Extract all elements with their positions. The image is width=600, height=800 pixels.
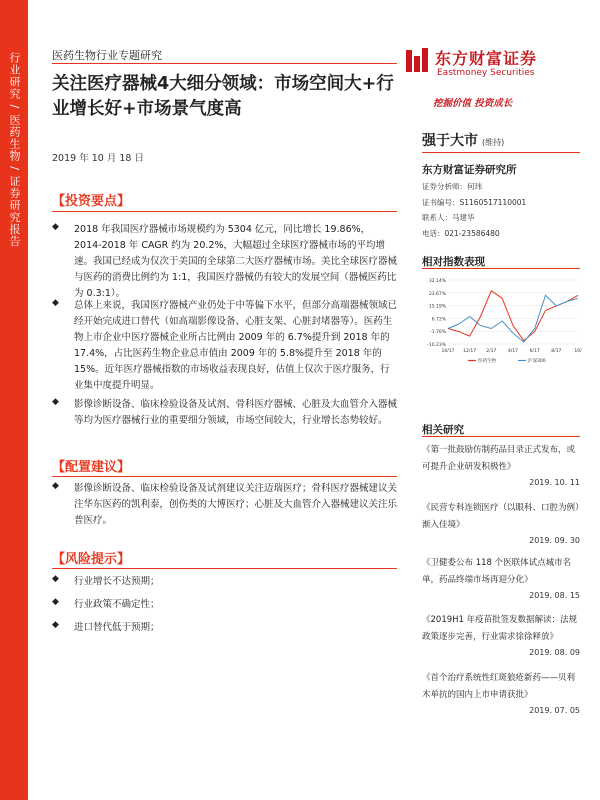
related-item[interactable] bbox=[422, 612, 580, 657]
related-item-date: 2019. 08. 09 bbox=[529, 648, 580, 657]
related-item-title[interactable]: 《民营专科连锁医疗（以眼科、口腔为例）渐入佳境》 bbox=[422, 503, 580, 530]
contact-name: 联系人：马建华 bbox=[422, 213, 475, 222]
related-item-date: 2019. 08. 15 bbox=[529, 591, 580, 600]
brand-name-en: Eastmoney Securities bbox=[437, 68, 535, 78]
related-item-title[interactable]: 《首个治疗系统性红斑狼疮新药——贝利木单抗的国内上市申请获批》 bbox=[422, 673, 576, 700]
related-item-title[interactable]: 《卫健委公布 118 个医联体试点城市名单，药品终端市场再迎分化》 bbox=[422, 558, 572, 585]
x-tick-label: 4/17 bbox=[507, 349, 519, 354]
y-tick-label: -10.23% bbox=[427, 343, 446, 348]
key-points-heading: 【投资要点】 bbox=[52, 194, 131, 209]
risk-item bbox=[52, 620, 397, 636]
chart-divider bbox=[422, 268, 580, 269]
bullet-diamond-icon: ◆ bbox=[52, 597, 59, 607]
related-item[interactable] bbox=[422, 442, 580, 487]
bullet-diamond-icon: ◆ bbox=[52, 620, 59, 630]
y-tick-label: 6.72% bbox=[431, 317, 446, 323]
rating-divider bbox=[422, 152, 580, 153]
related-item-date: 2019. 09. 30 bbox=[529, 536, 580, 545]
x-tick-label: 10/ bbox=[574, 349, 582, 354]
report-title: 关注医疗器械4大细分领域：市场空间大+行业增长好+市场景气度高 bbox=[52, 74, 394, 119]
report-date: 2019 年 10 月 18 日 bbox=[52, 153, 144, 164]
x-tick-label: 2/17 bbox=[486, 349, 497, 354]
rating-label: 强于大市 bbox=[422, 133, 478, 149]
bullet-diamond-icon: ◆ bbox=[52, 222, 59, 232]
key-point-text: 2018 年我国医疗器械市场规模约为 5304 亿元，同比增长 19.86%，2014-2018 年 CAGR 约为 20.2%，大幅超过全球医疗器械市场的平均增速。我国已经成为仅次于美国的全球第二大医疗器械市场。美比全球医疗器械与医药的消费比例约为 1:1，我国医疗器械仍有较大的发展空间（器械医药比为 0.3:1）。 bbox=[74, 224, 398, 299]
y-tick-label: 23.67% bbox=[428, 291, 446, 297]
x-tick-label: 12/17 bbox=[463, 349, 477, 354]
config-text: 影像诊断设备、临床检验设备及试剂建议关注迈瑞医疗；骨科医疗器械建议关注华东医药的凯利泰，创伤类的大博医疗；心脏及大血管介入器械建议关注乐普医疗。 bbox=[74, 483, 398, 526]
risk-item bbox=[52, 597, 397, 613]
y-tick-label: 32.14% bbox=[428, 279, 446, 284]
cert-number: 证书编号：S1160517110001 bbox=[422, 198, 527, 207]
key-points-divider bbox=[52, 211, 397, 212]
sidebar bbox=[0, 0, 28, 800]
key-point-item bbox=[52, 397, 397, 429]
related-item[interactable] bbox=[422, 500, 580, 545]
key-point-text: 影像诊断设备、临床检验设备及试剂、骨科医疗器械、心脏及大血管介入器械等均为医疗器械行业的重要细分领域，市场空间较大，行业增长态势较好。 bbox=[74, 399, 398, 426]
bullet-diamond-icon: ◆ bbox=[52, 397, 59, 407]
sidebar-text: 行业研究 / 医药生物 / 证券研究报告 bbox=[8, 52, 21, 248]
risk-text: 行业政策不确定性； bbox=[74, 599, 160, 610]
phone-number: 电话：021-23586480 bbox=[422, 229, 500, 238]
header-divider bbox=[52, 63, 397, 64]
key-point-item bbox=[52, 222, 397, 302]
related-item[interactable] bbox=[422, 555, 580, 600]
risk-heading: 【风险提示】 bbox=[52, 552, 131, 567]
brand-slogan: 挖掘价值 投资成长 bbox=[433, 98, 513, 109]
x-tick-label: 8/17 bbox=[551, 349, 562, 354]
related-item-title[interactable]: 《第一批鼓励仿制药品目录正式发布，或可提升企业研发积极性》 bbox=[422, 445, 576, 472]
related-item-date: 2019. 07. 05 bbox=[529, 706, 580, 715]
x-tick-label: 6/17 bbox=[529, 349, 540, 354]
legend-label: 医药生物 bbox=[478, 359, 496, 364]
bullet-diamond-icon: ◆ bbox=[52, 574, 59, 584]
related-item-date: 2019. 10. 11 bbox=[529, 478, 580, 487]
risk-text: 进口替代低于预期； bbox=[74, 622, 160, 633]
risk-divider bbox=[52, 568, 397, 569]
rating-sub: (维持) bbox=[482, 138, 505, 147]
rating-row bbox=[422, 130, 504, 150]
risk-item bbox=[52, 574, 397, 590]
related-item-title[interactable]: 《2019H1 年疫苗批签发数据解读：法规政策逐步完善，行业需求徐徐释放》 bbox=[422, 615, 578, 642]
config-item bbox=[52, 481, 397, 529]
chart-title: 相对指数表现 bbox=[422, 256, 485, 268]
config-divider bbox=[52, 476, 397, 477]
bullet-diamond-icon: ◆ bbox=[52, 298, 59, 308]
related-title: 相关研究 bbox=[422, 424, 464, 436]
institute-name: 东方财富证券研究所 bbox=[422, 164, 517, 176]
risk-text: 行业增长不达预期； bbox=[74, 576, 160, 587]
key-point-text: 总体上来说，我国医疗器械产业仍处于中等偏下水平，但部分高端器械领域已经开始完成进口替代（如高端影像设备、心脏支架、心脏封堵器等）。医药生物上市企业中医疗器械企业所占比例由 2009 年的 6.7%提升到 2018 年的 17.4%，占比医药生物企业总市值由 2009 年的 5.8%提升至 2018 年的 15%。近年医疗器械指数的市场收益表现良好，估值上仅次于医疗服务，行业集中度提升明显。 bbox=[74, 300, 398, 391]
key-point-item bbox=[52, 298, 397, 394]
config-heading: 【配置建议】 bbox=[52, 460, 131, 475]
brand-name-cn: 东方财富证券 bbox=[435, 49, 538, 68]
brand-mark-icon bbox=[406, 48, 428, 72]
y-tick-label: 15.19% bbox=[428, 304, 446, 310]
y-tick-label: -1.76% bbox=[430, 330, 446, 336]
report-category: 医药生物行业专题研究 bbox=[52, 49, 162, 62]
x-tick-label: 10/17 bbox=[441, 349, 455, 354]
related-item[interactable] bbox=[422, 670, 580, 715]
analyst-name: 证券分析师：何玮 bbox=[422, 182, 482, 191]
bullet-diamond-icon: ◆ bbox=[52, 481, 59, 491]
related-divider bbox=[422, 436, 580, 437]
relative-index-chart bbox=[420, 272, 582, 372]
legend-label: 沪深300 bbox=[528, 359, 546, 364]
